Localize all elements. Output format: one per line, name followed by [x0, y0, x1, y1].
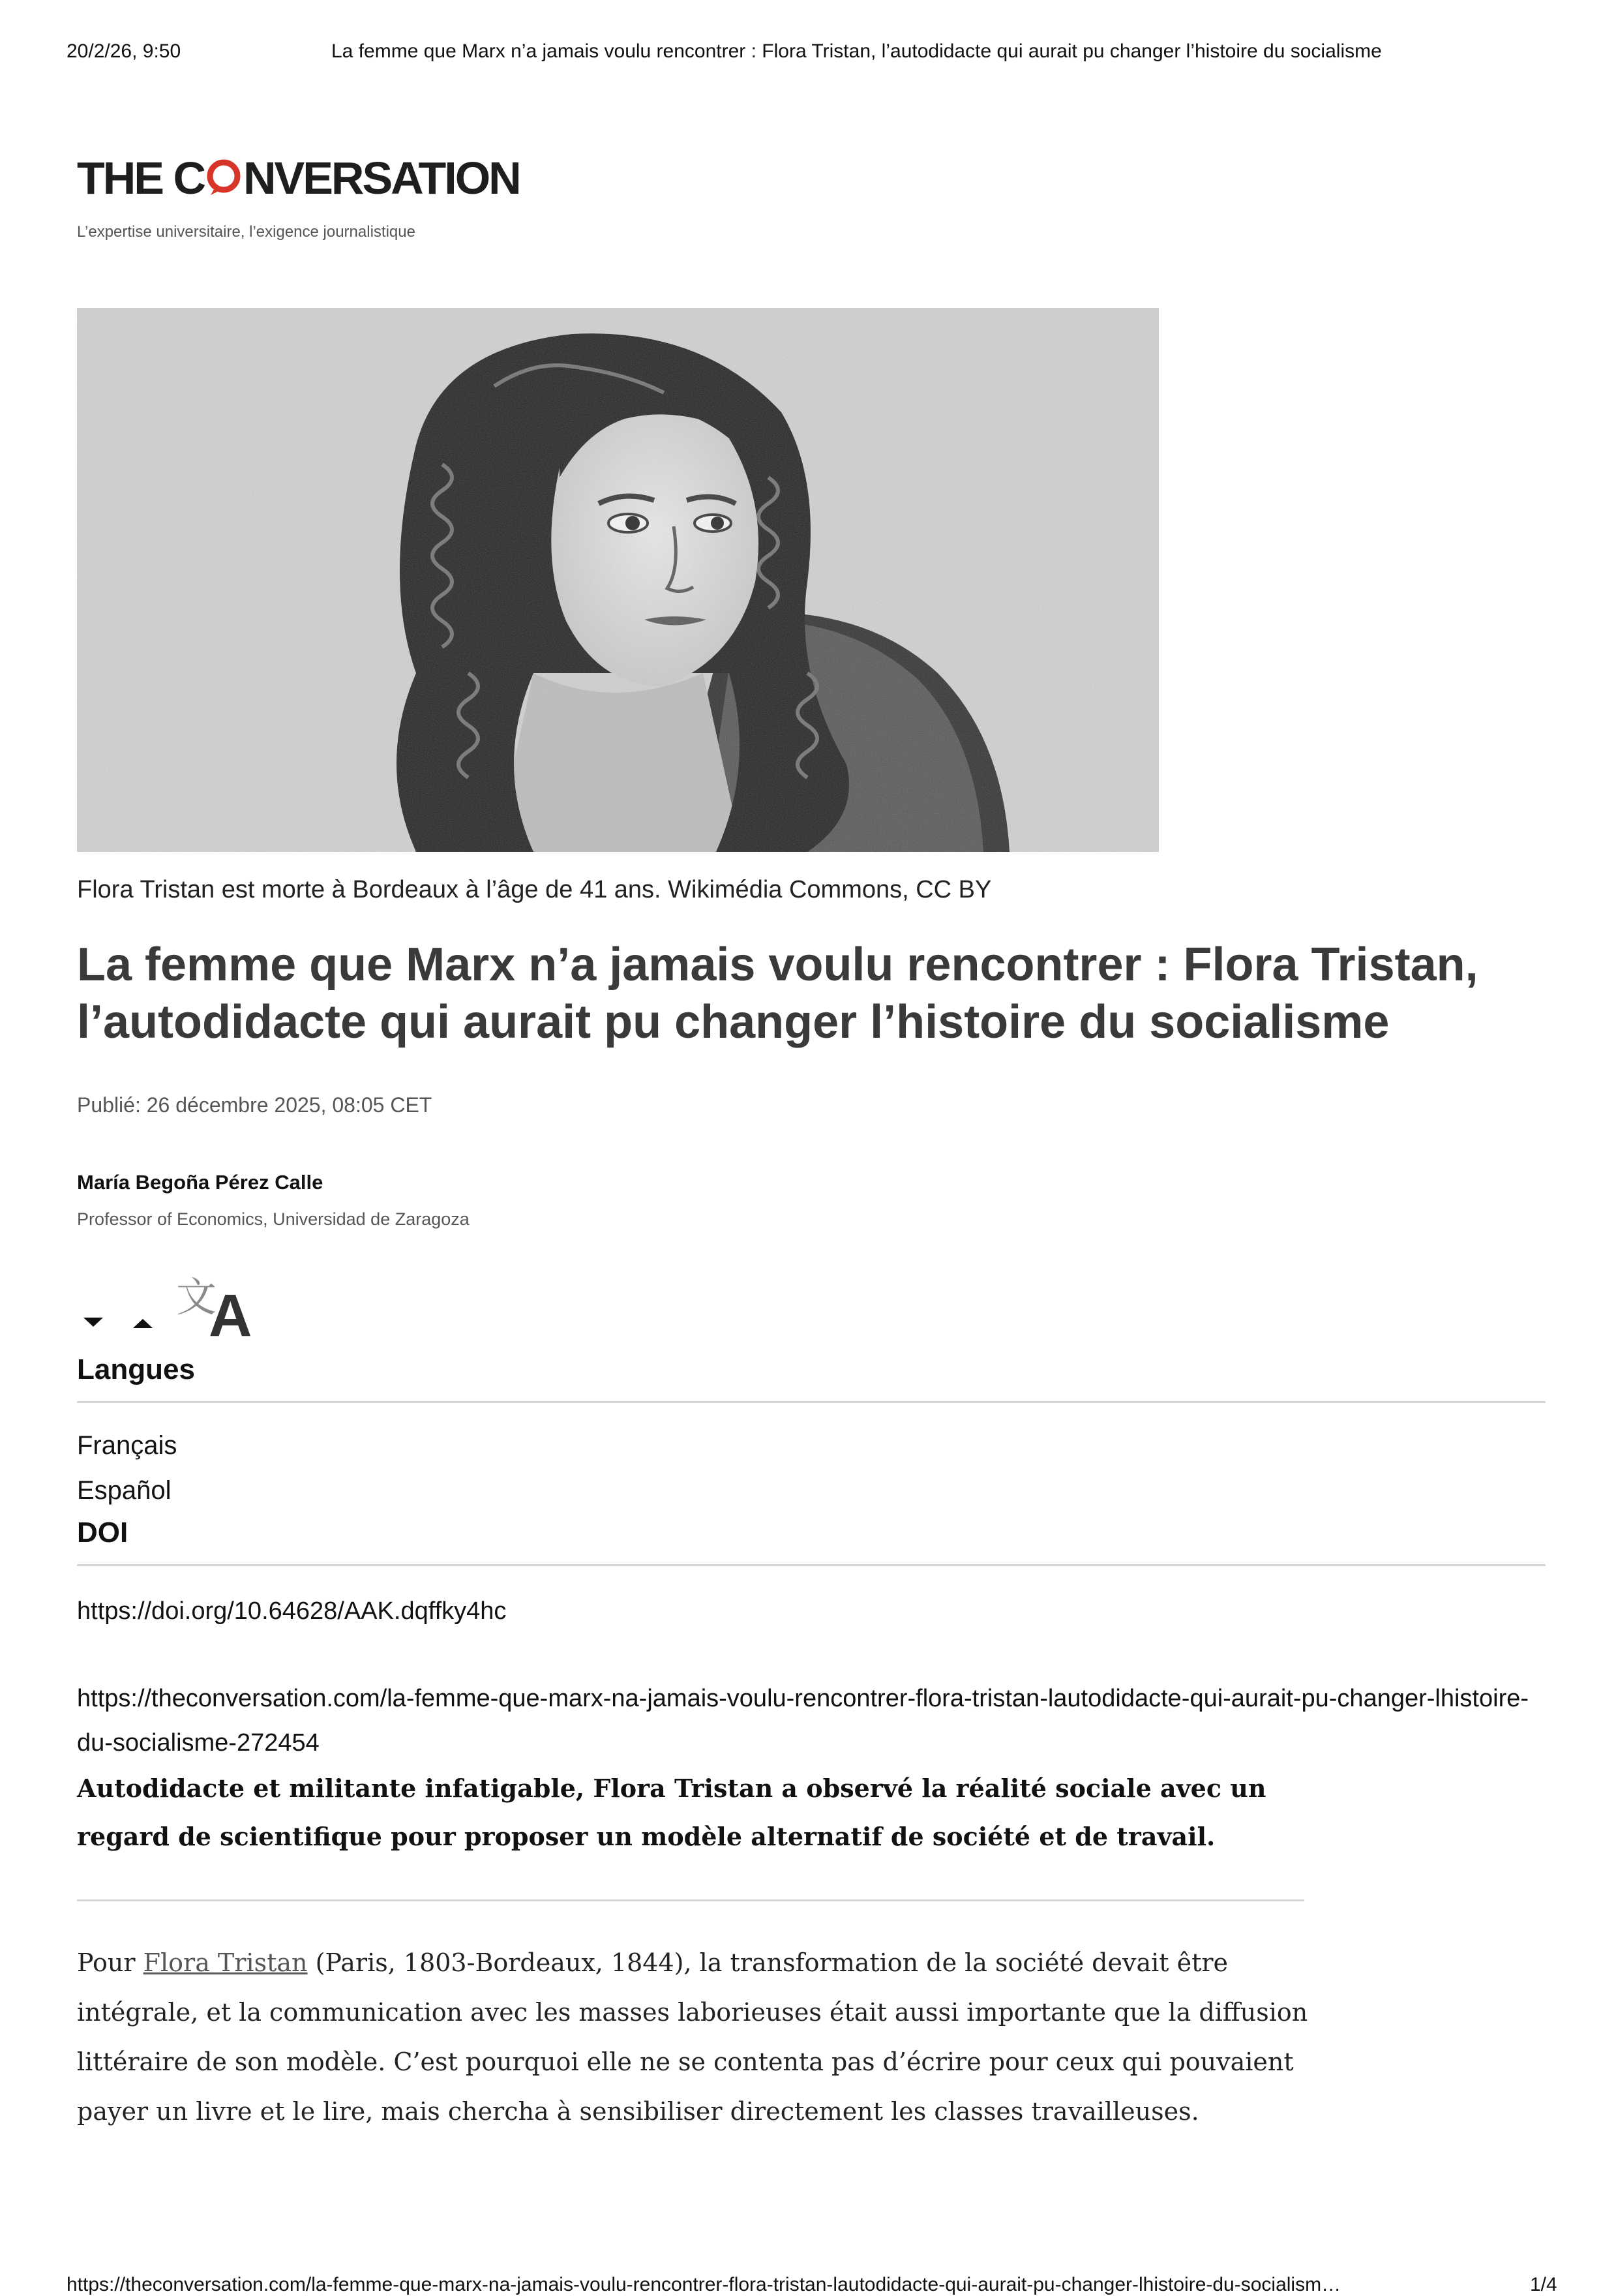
print-page-number: 1/4 [1530, 2274, 1557, 2295]
caret-up-icon[interactable] [133, 1319, 153, 1333]
article-url[interactable]: https://theconversation.com/la-femme-que-marx-na-jamais-voulu-rencontrer-flora-tristan-lautodidacte-qui-aurait-pu-changer-lhistoire-du-socialisme-272454 [77, 1685, 1529, 1757]
logo-text-end: NVERSATION [243, 153, 520, 204]
lede-divider [77, 1899, 1304, 1901]
hero-caption: Flora Tristan est morte à Bordeaux à l’âge de 41 ans. Wikimédia Commons, CC BY [77, 876, 992, 903]
svg-text:A: A [209, 1282, 252, 1338]
doi-heading: DOI [77, 1517, 128, 1548]
article-paragraph [77, 1938, 1316, 2136]
translate-icon[interactable] [175, 1273, 260, 1342]
flora-tristan-link[interactable]: Flora Tristan [143, 1948, 308, 1977]
caret-down-icon[interactable] [83, 1318, 103, 1331]
article-lede: Autodidacte et militante infatigable, Flora Tristan a observé la réalité sociale avec un regard de scientifique pour proposer un modèle alternatif de société et de travail. [77, 1774, 1266, 1851]
paragraph-text-start: Pour [77, 1948, 143, 1977]
print-footer-url: https://theconversation.com/la-femme-que-marx-na-jamais-voulu-rencontrer-flora-tristan-lautodidacte-qui-aurait-pu-changer-lhistoire-du-socialism… [67, 2274, 1341, 2295]
published-date: Publié: 26 décembre 2025, 08:05 CET [77, 1093, 432, 1117]
print-datetime: 20/2/26, 9:50 [67, 40, 181, 62]
language-option-french[interactable]: Français [77, 1431, 177, 1460]
paragraph-text-rest: (Paris, 1803-Bordeaux, 1844), la transformation de la société devait être intégrale, et la communication avec les masses laborieuses était aussi importante que la diffusion littéraire de son modèle. C’est pourquoi elle ne se contenta pas d’écrire pour ceux qui pouvaient payer un livre et le lire, mais chercha à sensibiliser directement les classes travailleuses. [77, 1948, 1308, 2126]
doi-link[interactable]: https://doi.org/10.64628/AAK.dqffky4hc [77, 1597, 507, 1625]
author-affiliation: Professor of Economics, Universidad de Zaragoza [77, 1209, 470, 1229]
speech-bubble-logo-icon [204, 155, 243, 201]
author-name[interactable]: María Begoña Pérez Calle [77, 1171, 323, 1194]
site-tagline: L’expertise universitaire, l’exigence journalistique [77, 223, 415, 241]
language-controls [77, 1273, 273, 1338]
site-logo[interactable] [77, 153, 520, 204]
languages-divider [77, 1401, 1546, 1403]
logo-text-start: THE C [77, 153, 204, 204]
hero-portrait-image [77, 308, 1159, 852]
article-title: La femme que Marx n’a jamais voulu rencontrer : Flora Tristan, l’autodidacte qui aurait pu changer l’histoire du socialisme [77, 939, 1478, 1048]
languages-heading: Langues [77, 1353, 195, 1385]
doi-divider [77, 1564, 1546, 1566]
language-option-spanish[interactable]: Español [77, 1476, 172, 1505]
svg-text:文: 文 [176, 1273, 217, 1321]
print-page-title: La femme que Marx n’a jamais voulu rencontrer : Flora Tristan, l’autodidacte qui aurait pu changer l’histoire du socialisme [331, 40, 1382, 62]
